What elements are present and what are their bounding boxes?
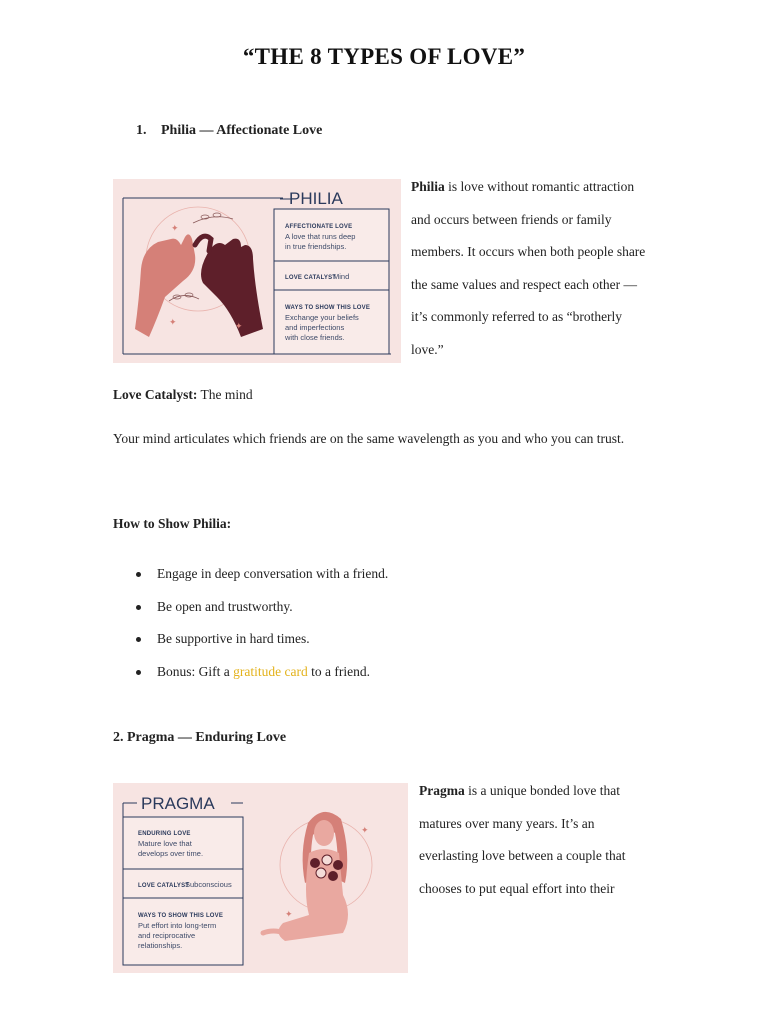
mind-paragraph: Your mind articulates which friends are on the same wavelength as you and who you can trust. [113, 431, 625, 446]
section-number: 1. [136, 123, 147, 138]
philia-infographic [113, 179, 401, 363]
list-item [135, 599, 388, 632]
list-item-text: Bonus: Gift a [157, 663, 234, 679]
intro-line: and occurs between friends or family [411, 211, 612, 227]
card-row-head: LOVE CATALYST [285, 275, 337, 281]
card-row-head: ENDURING LOVE [138, 831, 191, 837]
pragma-intro [419, 775, 626, 905]
document-title: “THE 8 TYPES OF LOVE” [242, 44, 526, 69]
card-row-text: Exchange your beliefs [285, 313, 359, 322]
svg-text:✦: ✦ [169, 317, 177, 327]
card-row-head: WAYS TO SHOW THIS LOVE [285, 305, 371, 311]
card-row-text: A love that runs deep [285, 232, 356, 241]
term-bold: Philia [411, 179, 445, 194]
list-item [135, 664, 388, 697]
card-row-text: Subconscious [185, 880, 232, 889]
svg-text:✦: ✦ [171, 223, 179, 233]
catalyst-value: The mind [197, 387, 253, 402]
svg-text:✦: ✦ [235, 321, 243, 331]
how-to-show-heading: How to Show Philia: [113, 516, 232, 531]
intro-line: matures over many years. It’s an [419, 815, 595, 831]
section-heading-pragma: 2. Pragma — Enduring Love [113, 730, 287, 745]
card-title: PHILIA [289, 189, 343, 208]
card-title: PRAGMA [141, 794, 215, 813]
card-row-text: develops over time. [138, 849, 204, 858]
intro-line: it’s commonly referred to as “brotherly [411, 309, 623, 325]
card-row-text: with close friends. [285, 333, 345, 342]
philia-intro [411, 171, 645, 367]
intro-line: members. It occurs when both people share [411, 244, 646, 260]
card-row-text: Mind [333, 272, 350, 281]
list-item-text: Be open and trustworthy. [157, 598, 293, 614]
intro-line: is love without romantic attraction [444, 179, 635, 194]
card-row-head: AFFECTIONATE LOVE [285, 224, 353, 230]
intro-line: is a unique bonded love that [464, 783, 620, 798]
list-item [135, 631, 388, 664]
card-row-head: WAYS TO SHOW THIS LOVE [138, 913, 224, 919]
gratitude-card-link[interactable]: gratitude card [233, 663, 308, 679]
svg-text:✦: ✦ [285, 909, 293, 919]
card-row-text: Mature love that [138, 839, 192, 848]
intro-line: love.” [411, 341, 444, 357]
term-bold: Pragma [419, 783, 465, 798]
section-title: Philia — Affectionate Love [161, 123, 323, 138]
card-row-text: in true friendships. [285, 242, 347, 251]
list-item [135, 566, 388, 599]
pragma-infographic [113, 783, 408, 973]
list-item-text: Engage in deep conversation with a friend. [157, 566, 389, 581]
card-row-head: LOVE CATALYST [138, 883, 190, 889]
love-catalyst [113, 387, 253, 403]
card-row-text: and reciprocative [138, 931, 196, 940]
card-row-text: and imperfections [285, 323, 345, 332]
section-heading-philia [136, 123, 322, 139]
catalyst-label: Love Catalyst: [113, 387, 198, 402]
intro-line: everlasting love between a couple that [419, 848, 626, 864]
list-item-text: Be supportive in hard times. [157, 631, 310, 646]
svg-text:✦: ✦ [361, 825, 369, 835]
intro-line: chooses to put equal effort into their [419, 880, 615, 896]
card-row-text: relationships. [138, 941, 183, 950]
card-row-text: Put effort into long-term [138, 921, 217, 930]
list-item-text: to a friend. [307, 663, 370, 679]
how-to-show-list [135, 566, 388, 696]
intro-line: the same values and respect each other — [411, 276, 638, 292]
